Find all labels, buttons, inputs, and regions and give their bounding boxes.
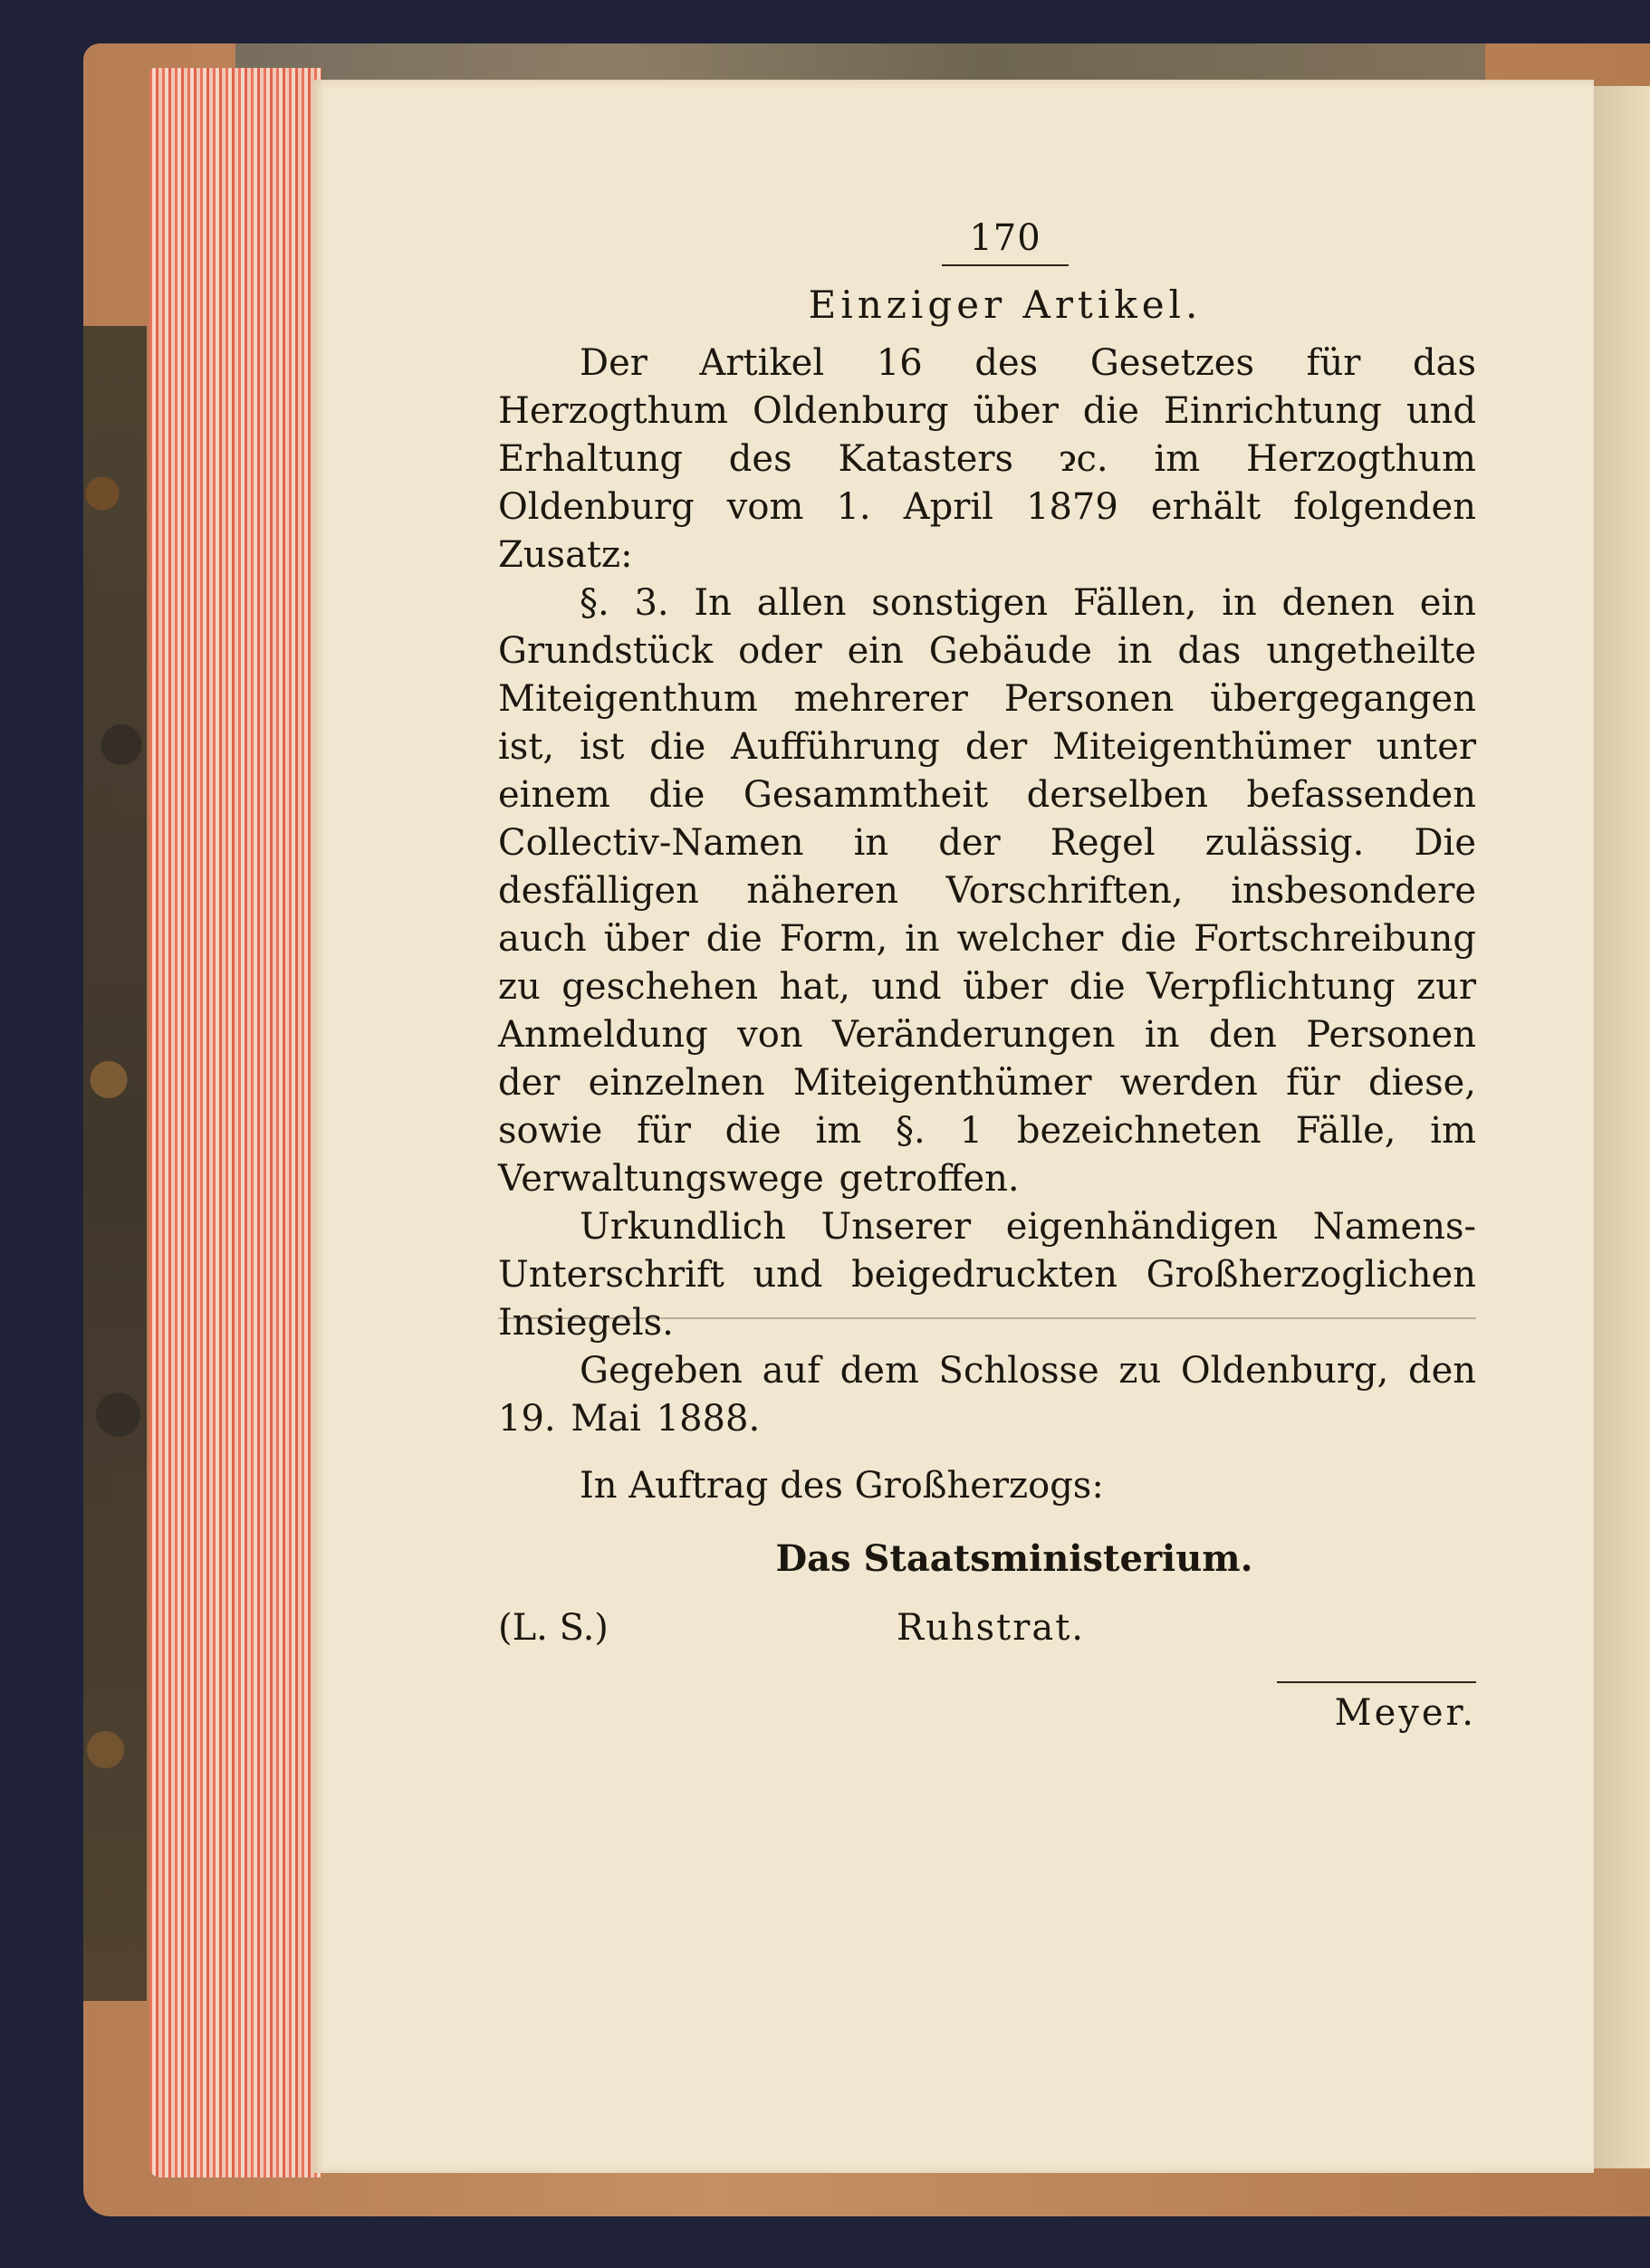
signature-rule — [1277, 1681, 1476, 1683]
facing-page-edge — [1594, 86, 1650, 2168]
seal-mark: (L. S.) — [498, 1607, 609, 1649]
signer-meyer: Meyer. — [1334, 1692, 1476, 1734]
page-text — [498, 217, 1476, 1734]
commission-line: In Auftrag des Großherzogs: — [580, 1465, 1104, 1507]
page-number: 170 — [942, 217, 1068, 266]
signer-ruhstrat: Ruhstrat. — [897, 1607, 1085, 1649]
article-heading: Einziger Artikel. — [808, 282, 1203, 327]
book-top-edge — [235, 43, 1485, 80]
paragraph-amendment: Der Artikel 16 des Gesetzes für das Herzogthum Oldenburg über die Einrichtung und Erhaltung des Katasters ɂc. im Herzogthum Oldenburg vom 1. April 1879 erhält folgenden Zusatz: — [498, 342, 1476, 576]
authority-line: Das Staatsministerium. — [775, 1537, 1253, 1580]
paragraph-given: Gegeben auf dem Schlosse zu Oldenburg, den 19. Mai 1888. — [498, 1350, 1476, 1440]
paragraph-section-3: §. 3. In allen sonstigen Fällen, in denen ein Grundstück oder ein Gebäude in das ungetheilte Miteigenthum mehrerer Personen übergegangen ist, ist die Aufführung der Miteigenthümer unter einem die Gesammtheit derselben befassenden Collectiv-Namen in der Regel zulässig. Die desfälligen näheren Vorschriften, insbesondere auch über die Form, in welcher die Fortschreibung zu geschehen hat, und über die Verpflichtung zur Anmeldung von Veränderungen in den Personen der einzelnen Miteigenthümer werden für diese, sowie für die im §. 1 bezeichneten Fälle, im Verwaltungswege getroffen. — [498, 582, 1476, 1200]
page-number-row — [534, 217, 1476, 266]
paragraph-attestation: Urkundlich Unserer eigenhändigen Namens-Unterschrift und beigedruckten Großherzoglichen Insiegels. — [498, 1206, 1476, 1344]
marbled-cover-edge — [83, 326, 147, 2001]
signature-row — [498, 1607, 1476, 1663]
page-stack-edges — [149, 68, 321, 2177]
